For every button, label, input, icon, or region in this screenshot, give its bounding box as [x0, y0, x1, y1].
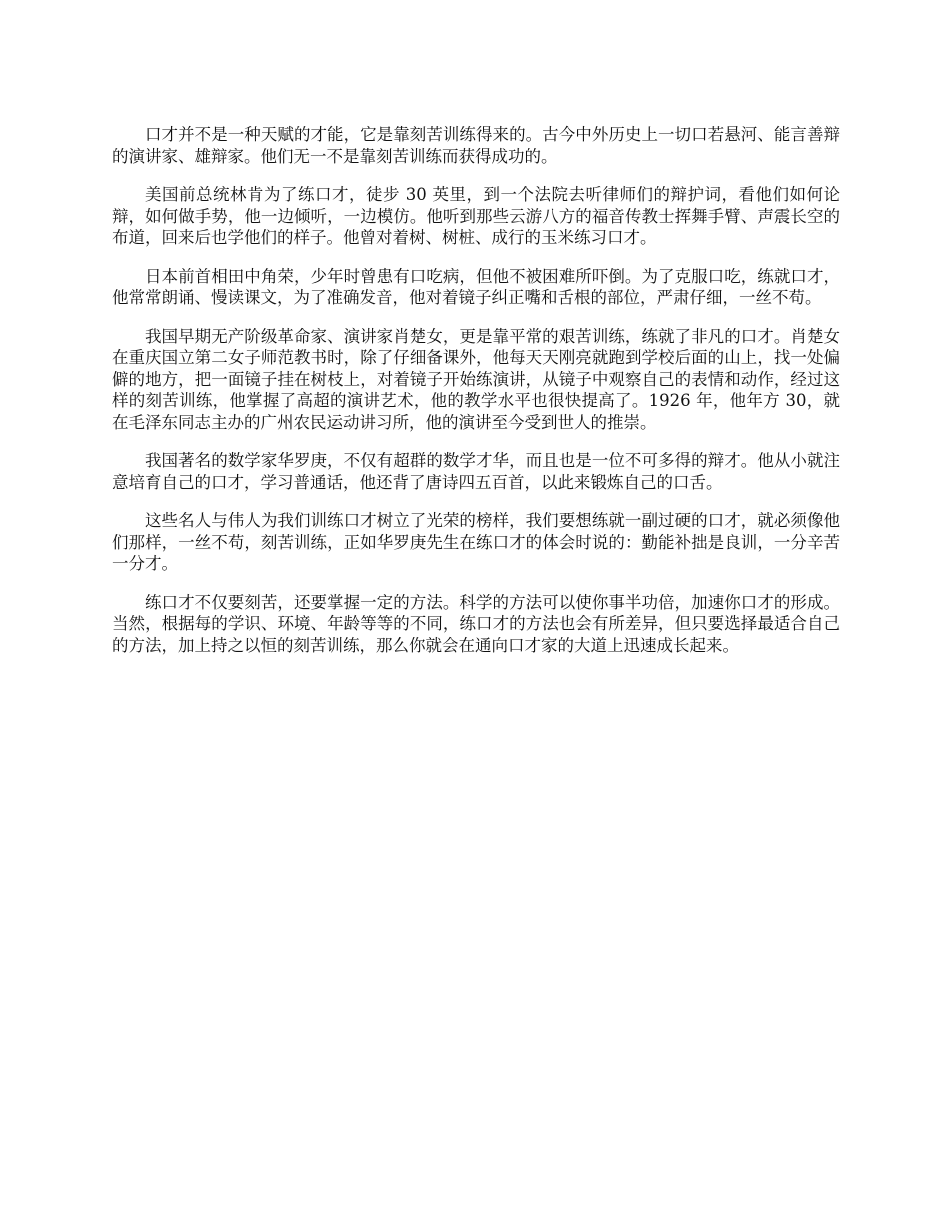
document-page	[112, 124, 840, 673]
paragraph-1: 口才并不是一种天赋的才能，它是靠刻苦训练得来的。古今中外历史上一切口若悬河、能言善辩的演讲家、雄辩家。他们无一不是靠刻苦训练而获得成功的。	[112, 125, 840, 166]
paragraph-2: 美国前总统林肯为了练口才，徒步 30 英里，到一个法院去听律师们的辩护词，看他们如何论辩，如何做手势，他一边倾听，一边模仿。他听到那些云游八方的福音传教士挥舞手臂、声震长空的布道，回来后也学他们的样子。他曾对着树、树桩、成行的玉米练习口才。	[112, 185, 840, 247]
paragraph-3: 日本前首相田中角荣，少年时曾患有口吃病，但他不被困难所吓倒。为了克服口吃，练就口才，他常常朗诵、慢读课文，为了准确发音，他对着镜子纠正嘴和舌根的部位，严肃仔细，一丝不苟。	[112, 266, 840, 307]
paragraph-7: 练口才不仅要刻苦，还要掌握一定的方法。科学的方法可以使你事半功倍，加速你口才的形成。当然，根据每的学识、环境、年龄等等的不同，练口才的方法也会有所差异，但只要选择最适合自己的方法，加上持之以恒的刻苦训练，那么你就会在通向口才家的大道上迅速成长起来。	[112, 592, 840, 655]
paragraph-5: 我国著名的数学家华罗庚，不仅有超群的数学才华，而且也是一位不可多得的辩才。他从小就注意培育自己的口才，学习普通话，他还背了唐诗四五百首，以此来锻炼自己的口舌。	[112, 451, 840, 492]
paragraph-4: 我国早期无产阶级革命家、演讲家肖楚女，更是靠平常的艰苦训练，练就了非凡的口才。肖楚女在重庆国立第二女子师范教书时，除了仔细备课外，他每天天刚亮就跑到学校后面的山上，找一处偏僻的地方，把一面镜子挂在树枝上，对着镜子开始练演讲，从镜子中观察自己的表情和动作，经过这样的刻苦训练，他掌握了高超的演讲艺术，他的教学水平也很快提高了。1926 年，他年方 30，就在毛泽东同志主办的广州农民运动讲习所，他的演讲至今受到世人的推崇。	[112, 326, 840, 432]
paragraph-6: 这些名人与伟人为我们训练口才树立了光荣的榜样，我们要想练就一副过硬的口才，就必须像他们那样，一丝不苟，刻苦训练，正如华罗庚先生在练口才的体会时说的：勤能补拙是良训，一分辛苦一分才。	[112, 511, 840, 573]
